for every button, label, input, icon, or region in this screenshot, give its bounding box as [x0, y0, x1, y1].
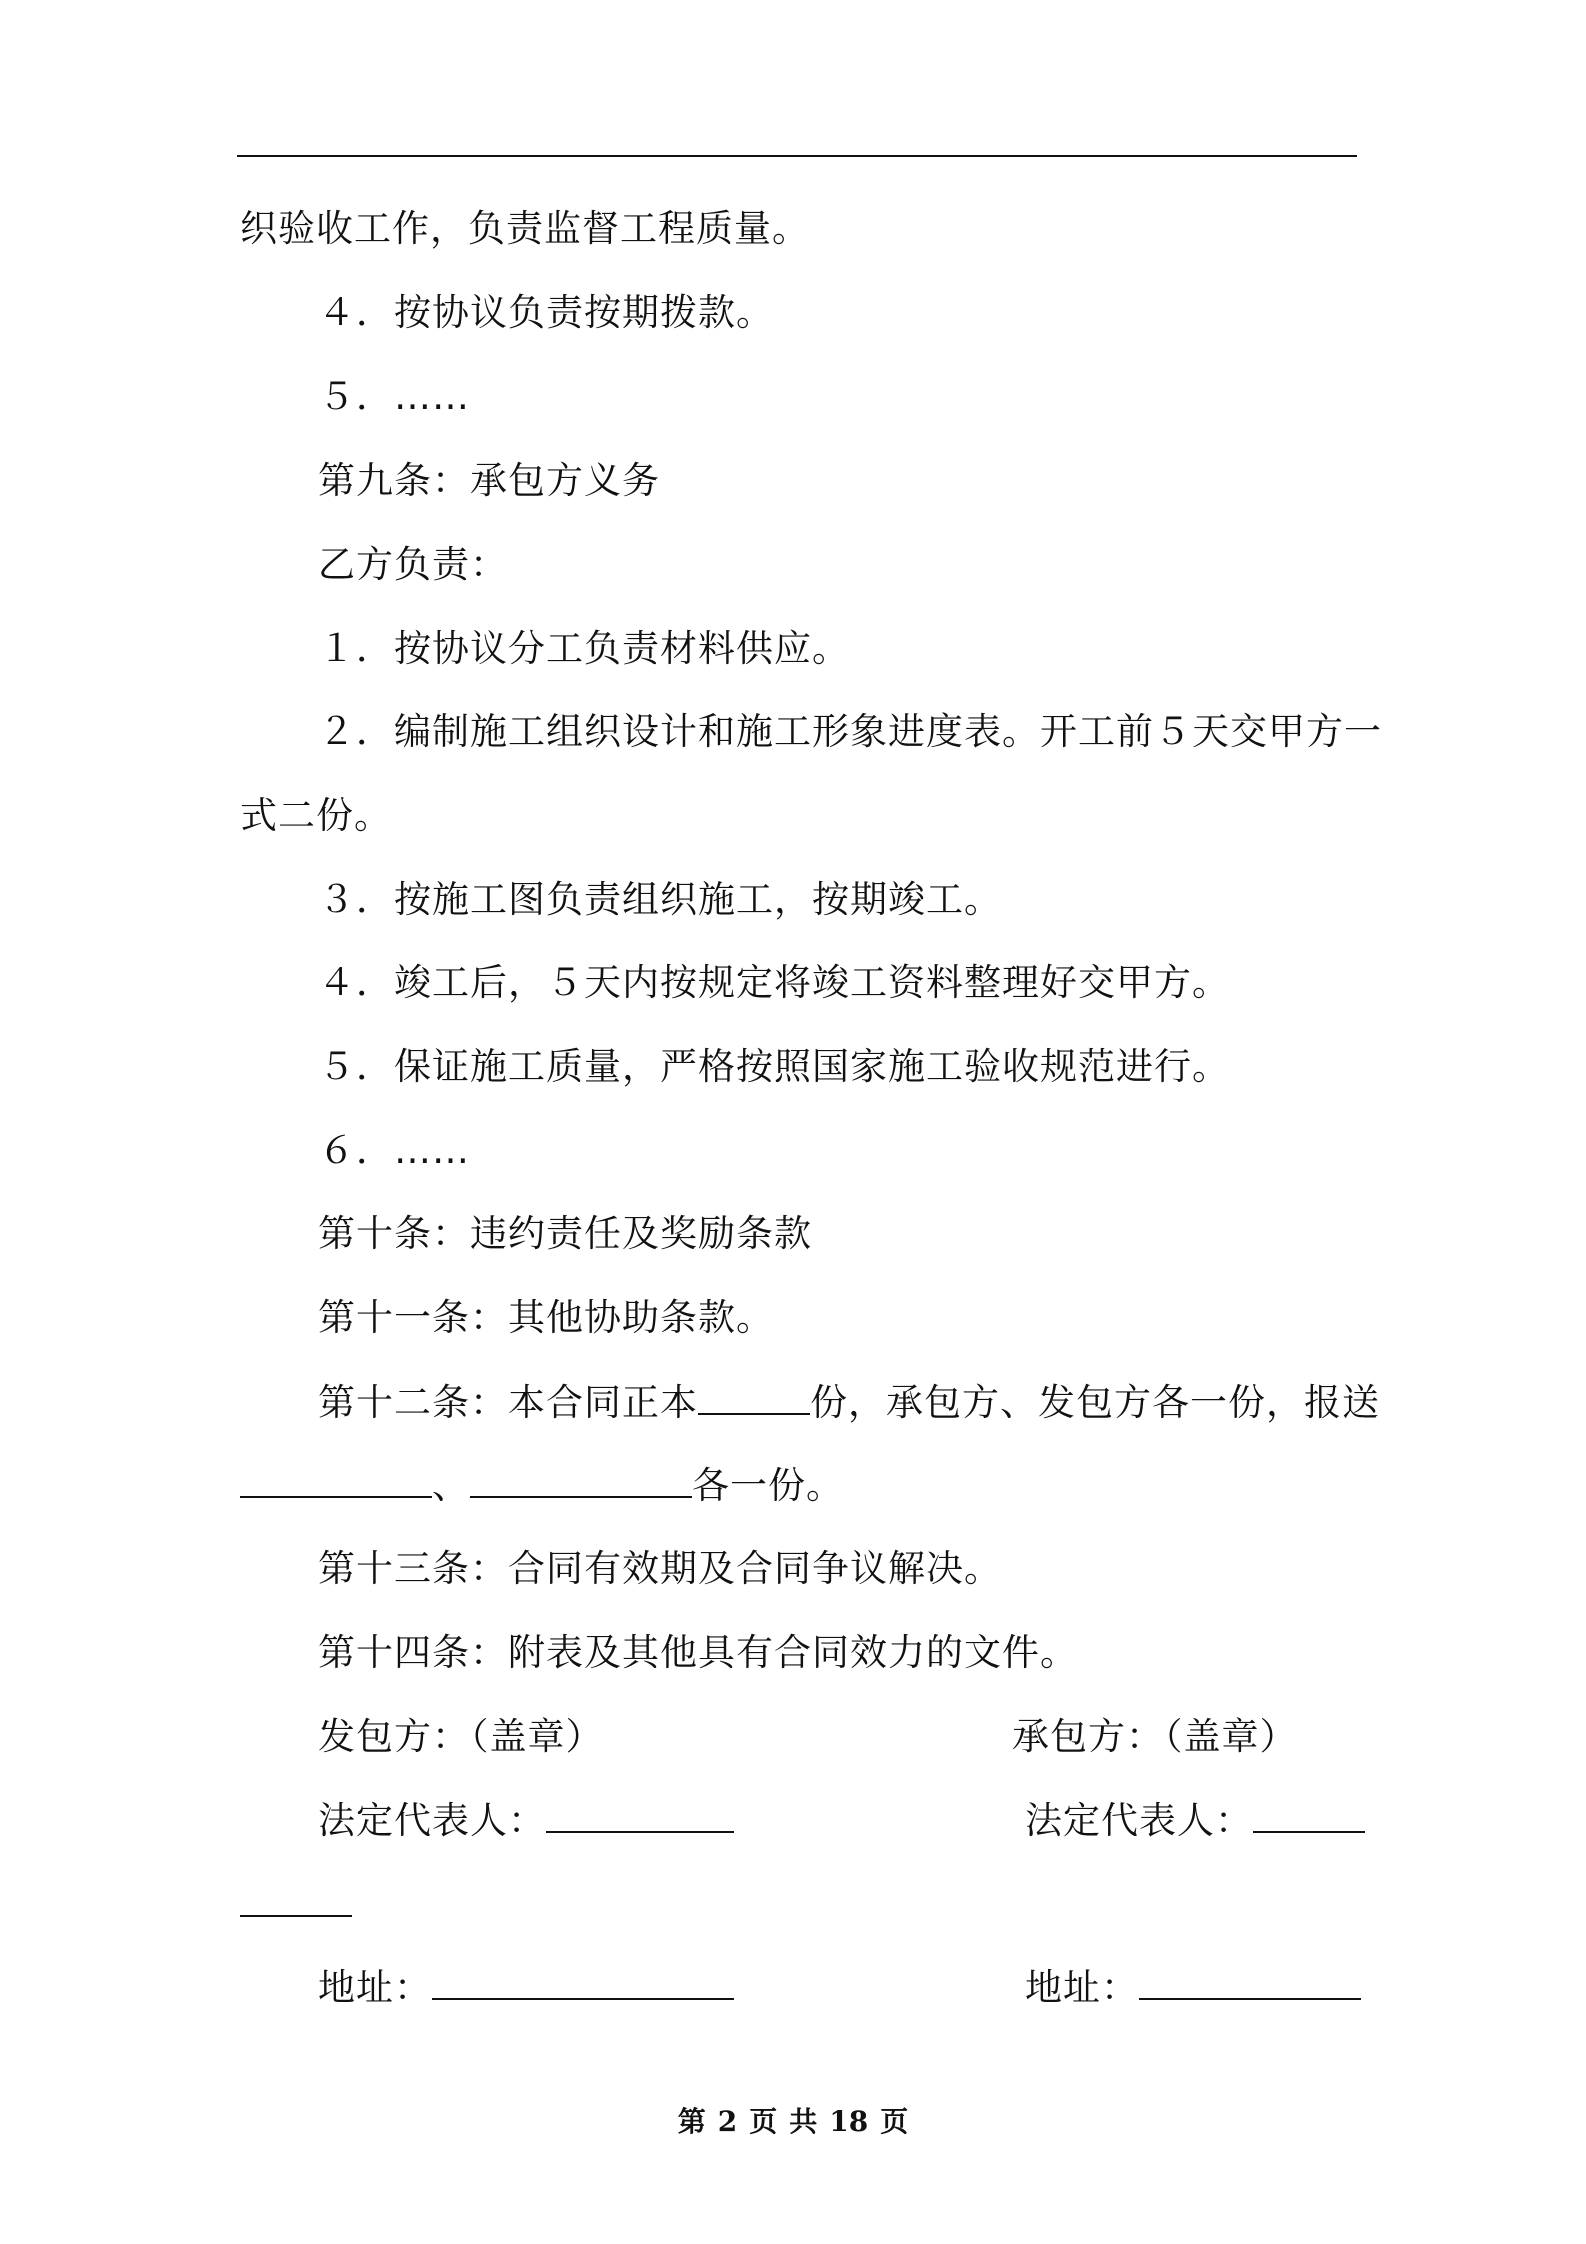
paragraph-line: ６．……	[318, 1129, 470, 1172]
footer-text: 共	[789, 2105, 818, 2138]
rep-label: 法定代表人：	[318, 1799, 546, 1842]
paragraph-line: １．按协议分工负责材料供应。	[318, 627, 850, 670]
rep-label: 法定代表人：	[1025, 1799, 1253, 1842]
address-label: 地址：	[318, 1966, 432, 2009]
separator-text: 、	[432, 1464, 470, 1507]
article-text: 第十二条：本合同正本	[318, 1381, 698, 1424]
footer-text: 页	[880, 2105, 909, 2138]
article-text: 各一份。	[692, 1464, 844, 1507]
article-twelve-line	[318, 1377, 1380, 1428]
total-page-count: 18	[829, 2105, 869, 2138]
current-page-number: 2	[717, 2105, 738, 2138]
paragraph-line: 式二份。	[240, 794, 392, 837]
address-label: 地址：	[1025, 1966, 1139, 2009]
contractor-rep-continuation	[240, 1879, 352, 1930]
article-twelve-continuation	[240, 1460, 844, 1511]
employer-rep-line	[318, 1795, 734, 1846]
paragraph-line: ４．竣工后，５天内按规定将竣工资料整理好交甲方。	[318, 961, 1230, 1004]
blank-line	[1139, 1962, 1361, 2000]
employer-seal-label: 发包方：（盖章）	[318, 1715, 604, 1758]
employer-address-line	[318, 1962, 734, 2013]
contractor-address-line	[1025, 1962, 1361, 2013]
paragraph-line: ３．按施工图负责组织施工，按期竣工。	[318, 878, 1002, 921]
blank-line	[546, 1795, 734, 1833]
paragraph-line: 乙方负责：	[318, 543, 508, 586]
blank-line	[240, 1460, 432, 1498]
blank-line	[240, 1879, 352, 1917]
page-number-footer	[0, 2100, 1586, 2140]
article-heading: 第十三条：合同有效期及合同争议解决。	[318, 1547, 1002, 1590]
blank-line	[698, 1377, 810, 1415]
article-text: 份，承包方、发包方各一份，报送	[810, 1381, 1380, 1424]
paragraph-line: ２．编制施工组织设计和施工形象进度表。开工前５天交甲方一	[318, 710, 1382, 753]
blank-line	[470, 1460, 692, 1498]
paragraph-line: ５．……	[318, 375, 470, 418]
article-heading: 第十四条：附表及其他具有合同效力的文件。	[318, 1631, 1078, 1674]
contractor-seal-label: 承包方：（盖章）	[1012, 1715, 1298, 1758]
blank-line	[432, 1962, 734, 2000]
article-heading: 第十条：违约责任及奖励条款	[318, 1212, 812, 1255]
article-heading: 第十一条：其他协助条款。	[318, 1296, 774, 1339]
contractor-rep-line	[1025, 1795, 1365, 1846]
blank-line	[1253, 1795, 1365, 1833]
footer-text: 第	[677, 2105, 706, 2138]
paragraph-line: 织验收工作，负责监督工程质量。	[240, 207, 810, 250]
footer-text: 页	[749, 2105, 778, 2138]
paragraph-line: ５．保证施工质量，严格按照国家施工验收规范进行。	[318, 1045, 1230, 1088]
paragraph-line: ４．按协议负责按期拨款。	[318, 291, 774, 334]
article-heading: 第九条：承包方义务	[318, 459, 660, 502]
header-rule	[237, 155, 1357, 157]
